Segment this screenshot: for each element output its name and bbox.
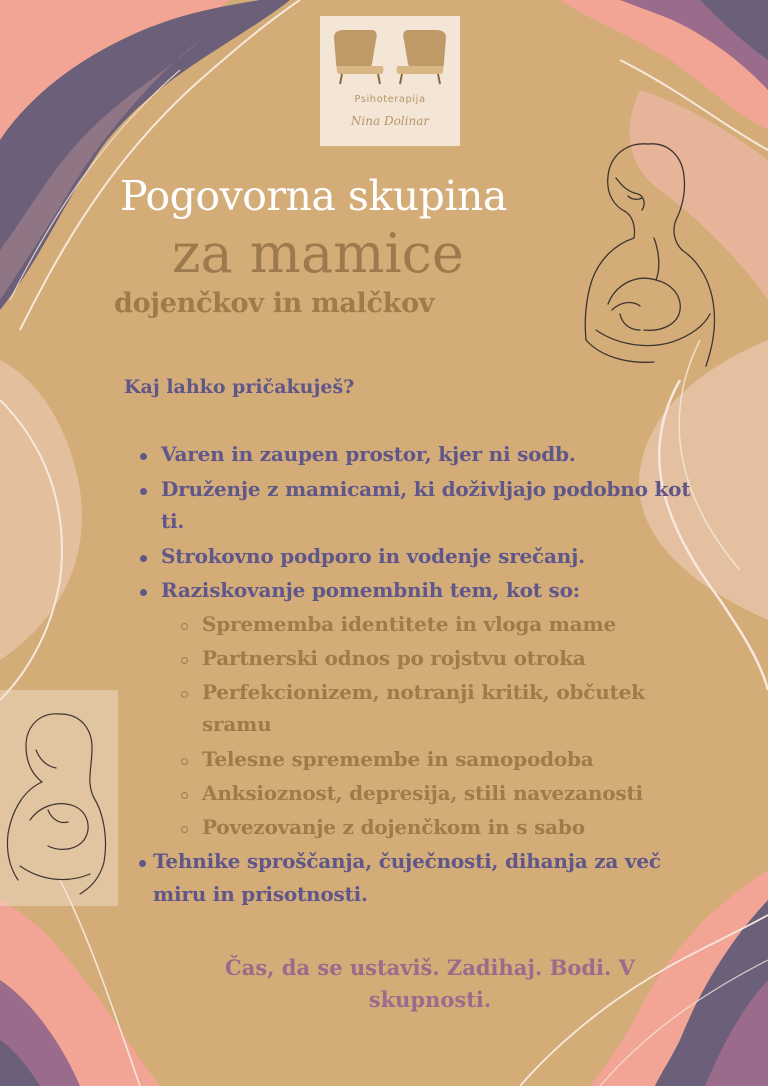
list-item-continued: miru in prisotnosti.: [153, 882, 368, 906]
list-item: Raziskovanje pomembnih tem, kot so:: [161, 578, 580, 602]
closing-line-1: Čas, da se ustaviš. Zadihaj. Bodi. V: [225, 955, 635, 980]
question-heading: Kaj lahko pričakuješ?: [124, 376, 355, 398]
bullet-dot: [140, 589, 147, 596]
bullet-dot: [140, 488, 147, 495]
sub-list-item-continued: sramu: [202, 712, 272, 736]
closing-line-2: skupnosti.: [368, 987, 492, 1012]
sub-list-item: Povezovanje z dojenčkom in s sabo: [202, 815, 585, 839]
list-item: Druženje z mamicami, ki doživljajo podobno kot: [161, 477, 691, 501]
sub-bullet-circle: [181, 758, 188, 765]
sub-list-item: Partnerski odnos po rojstvu otroka: [202, 646, 586, 670]
logo-name: Psihoterapija: [354, 94, 426, 105]
title-line-3: dojenčkov in malčkov: [114, 288, 435, 319]
bullet-dot: [140, 555, 147, 562]
bullet-dot: [140, 453, 147, 460]
list-item-continued: ti.: [161, 509, 185, 533]
sub-bullet-circle: [181, 691, 188, 698]
sub-list-item: Anksioznost, depresija, stili navezanosti: [202, 781, 643, 805]
sub-bullet-circle: [181, 826, 188, 833]
list-item: Strokovno podporo in vodenje srečanj.: [161, 544, 585, 568]
sub-list-item: Perfekcionizem, notranji kritik, občutek: [202, 680, 645, 704]
bullet-dot: [139, 860, 146, 867]
sub-list-item: Sprememba identitete in vloga mame: [202, 612, 616, 636]
closing-message: [150, 952, 710, 1016]
sub-bullet-circle: [181, 657, 188, 664]
title-line-1: Pogovorna skupina: [120, 172, 507, 220]
sub-list-item: Telesne spremembe in samopodoba: [202, 747, 594, 771]
logo-signature: Nina Dolinar: [350, 114, 430, 128]
list-item: Varen in zaupen prostor, kjer ni sodb.: [161, 442, 576, 466]
list-item: Tehnike sproščanja, čuječnosti, dihanja za več: [153, 849, 661, 873]
sub-bullet-circle: [181, 623, 188, 630]
sub-bullet-circle: [181, 792, 188, 799]
title-line-2: za mamice: [172, 222, 464, 285]
